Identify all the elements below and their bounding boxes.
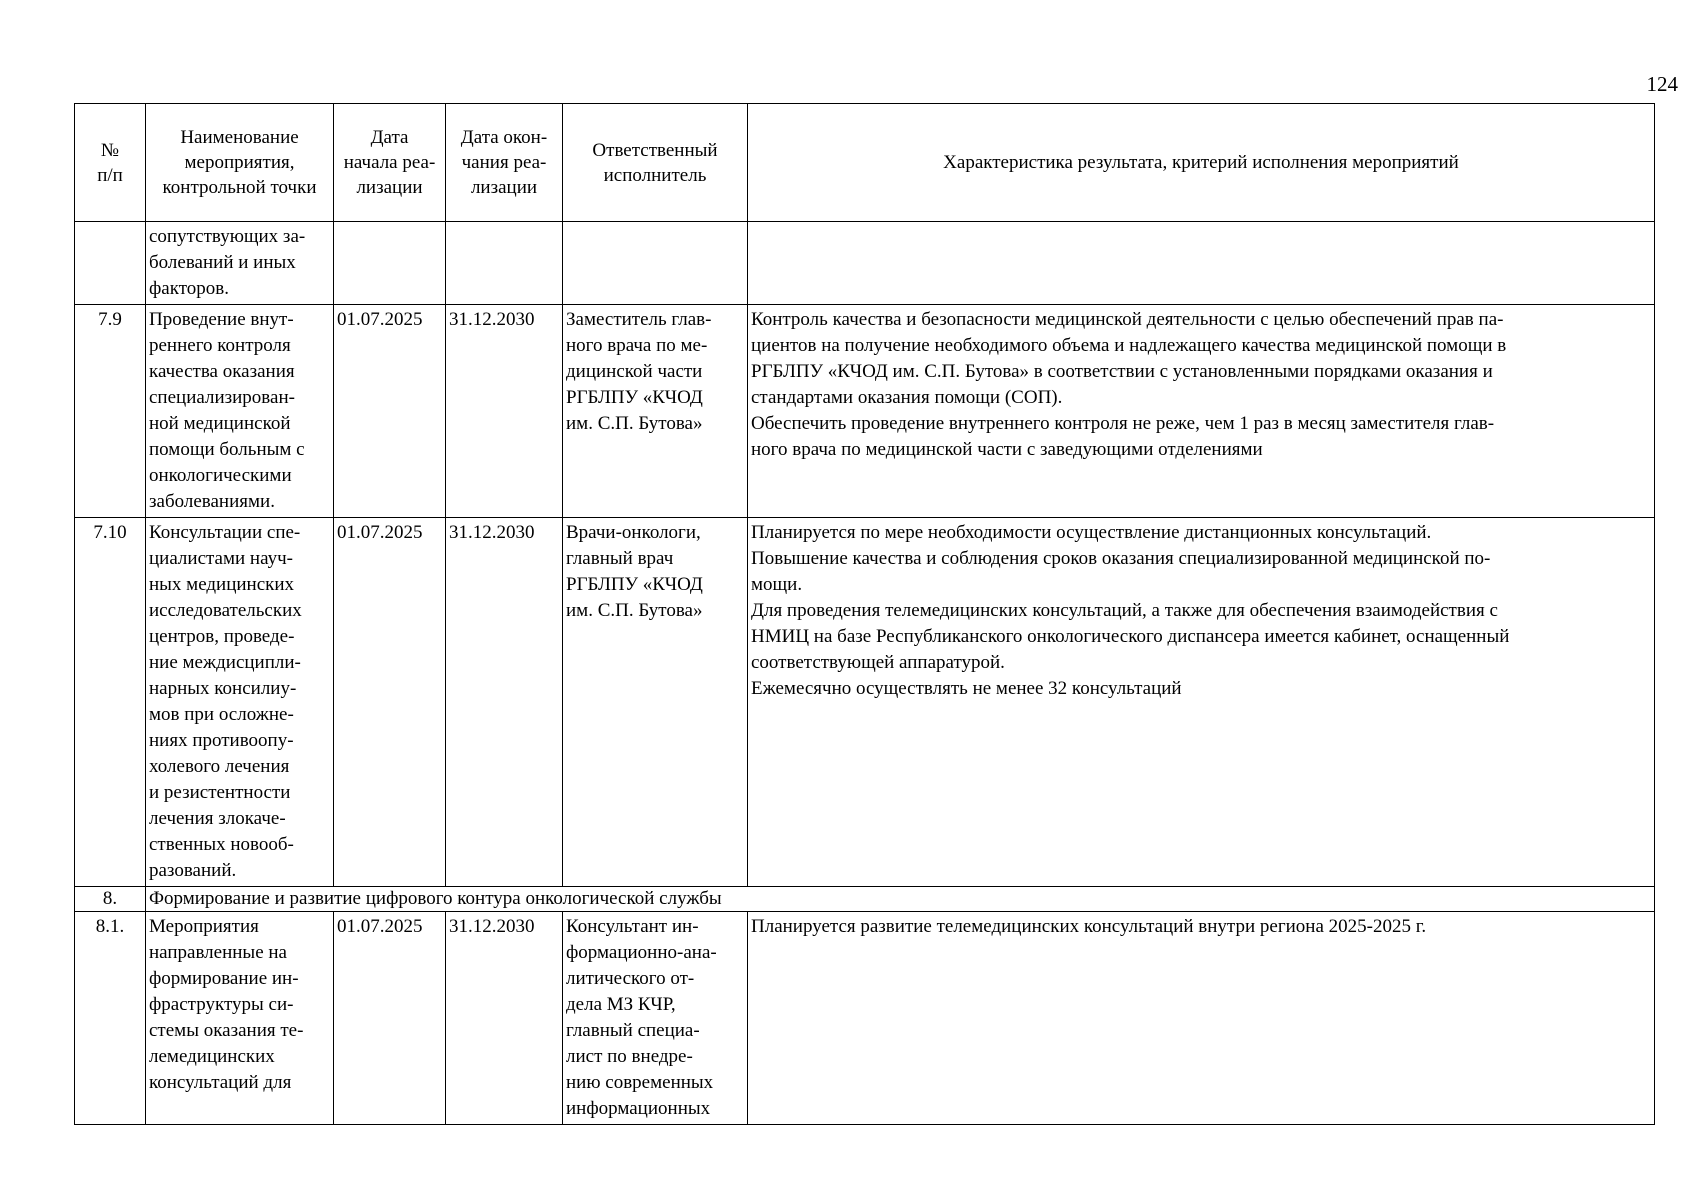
row-responsible: Консультант ин- формационно-ана- литического от- дела МЗ КЧР, главный специа- лист по внедре- нию современных информационных xyxy=(563,912,748,1125)
table-row xyxy=(75,912,1655,1125)
row-result: Контроль качества и безопасности медицинской деятельности с целью обеспечений прав па- циентов на получение необходимого объема и надлежащего качества медицинской помощи в РГБЛПУ «КЧОД им. С.П. Бутова» в соответствии с установленными порядками оказания и стандартами оказания помощи (СОП). Обеспечить проведение внутреннего контроля не реже, чем 1 раз в месяц заместителя глав- ного врача по медицинской части с заведующими отделениями xyxy=(748,305,1655,518)
header-end-date: Дата окон- чания реа- лизации xyxy=(446,104,563,222)
row-start-date: 01.07.2025 xyxy=(334,305,446,518)
table-row xyxy=(75,222,1655,305)
row-end-date xyxy=(446,222,563,305)
row-name: Проведение внут- реннего контроля качества оказания специализирован- ной медицинской помощи больным с онкологическими заболеваниями. xyxy=(146,305,334,518)
row-result: Планируется развитие телемедицинских консультаций внутри региона 2025-2025 г. xyxy=(748,912,1655,1125)
row-responsible: Врачи-онкологи, главный врач РГБЛПУ «КЧОД им. С.П. Бутова» xyxy=(563,518,748,887)
row-end-date: 31.12.2030 xyxy=(446,518,563,887)
row-name: сопутствующих за- болеваний и иных факторов. xyxy=(146,222,334,305)
row-start-date: 01.07.2025 xyxy=(334,912,446,1125)
row-responsible: Заместитель глав- ного врача по ме- дицинской части РГБЛПУ «КЧОД им. С.П. Бутова» xyxy=(563,305,748,518)
table-row xyxy=(75,518,1655,887)
row-responsible xyxy=(563,222,748,305)
table-row xyxy=(75,305,1655,518)
row-name: Консультации спе- циалистами науч- ных медицинских исследовательских центров, проведе- ние междисципли- нарных консилиу- мов при осложне- ниях противоопу- холевого лечения и резистентности лечения злокаче- ственных новооб- разований. xyxy=(146,518,334,887)
row-result xyxy=(748,222,1655,305)
row-result: Планируется по мере необходимости осуществление дистанционных консультаций. Повышение качества и соблюдения сроков оказания специализированной медицинской по- мощи. Для проведения телемедицинских консультаций, а также для обеспечения взаимодействия с НМИЦ на базе Республиканского онкологического диспансера имеется кабинет, оснащенный соответствующей аппаратурой. Ежемесячно осуществлять не менее 32 консультаций xyxy=(748,518,1655,887)
section-row xyxy=(75,887,1655,912)
row-end-date: 31.12.2030 xyxy=(446,305,563,518)
section-number: 8. xyxy=(75,887,146,912)
row-number xyxy=(75,222,146,305)
row-start-date xyxy=(334,222,446,305)
page-number: 124 xyxy=(1646,72,1678,96)
row-name: Мероприятия направленные на формирование ин- фраструктуры си- стемы оказания те- лемедицинских консультаций для xyxy=(146,912,334,1125)
row-end-date: 31.12.2030 xyxy=(446,912,563,1125)
row-number: 7.10 xyxy=(75,518,146,887)
row-start-date: 01.07.2025 xyxy=(334,518,446,887)
activities-table xyxy=(74,103,1655,1125)
row-number: 7.9 xyxy=(75,305,146,518)
header-start-date: Дата начала реа- лизации xyxy=(334,104,446,222)
section-title: Формирование и развитие цифрового контура онкологической службы xyxy=(146,887,1655,912)
header-responsible: Ответственный исполнитель xyxy=(563,104,748,222)
row-number: 8.1. xyxy=(75,912,146,1125)
header-num: № п/п xyxy=(75,104,146,222)
table-header-row xyxy=(75,104,1655,222)
header-name: Наименование мероприятия, контрольной точки xyxy=(146,104,334,222)
header-result: Характеристика результата, критерий исполнения мероприятий xyxy=(748,104,1655,222)
